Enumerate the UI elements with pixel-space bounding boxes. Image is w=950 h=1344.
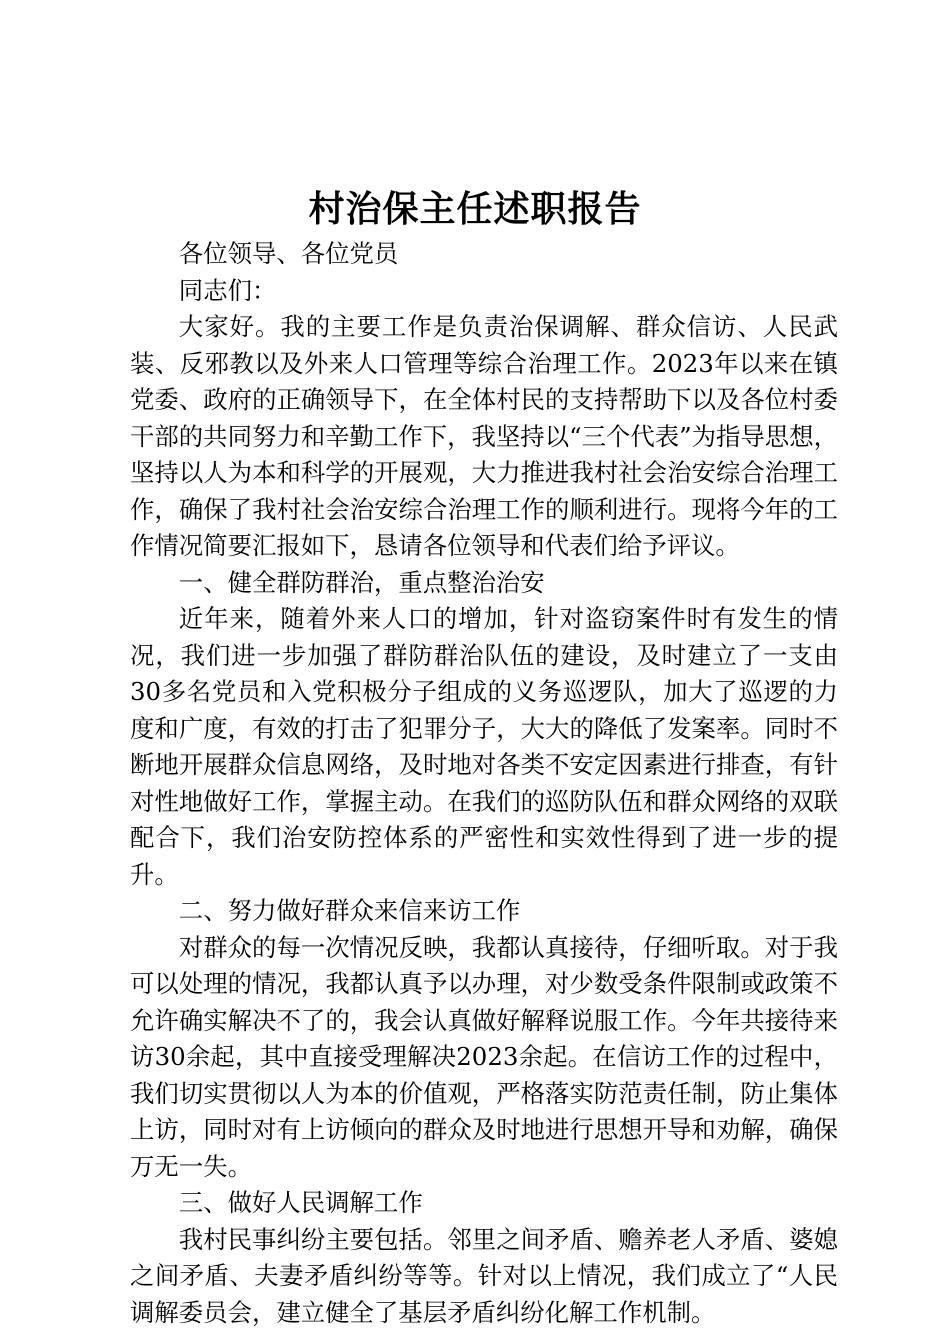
body-paragraph: 近年来，随着外来人口的增加，针对盗窃案件时有发生的情况，我们进一步加强了群防群治队伍的建设，及时建立了一支由30多名党员和入党积极分子组成的义务巡逻队，加大了巡逻的力度和广度，有效的打击了犯罪分子，大大的降低了发案率。同时不断地开展群众信息网络，及时地对各类不安定因素进行排查，有针对性地做好工作，掌握主动。在我们的巡防队伍和群众网络的双联配合下，我们治安防控体系的严密性和实效性得到了进一步的提升。	[130, 604, 838, 889]
salutation-line: 同志们：	[178, 275, 277, 305]
body-paragraph: 我村民事纠纷主要包括。邻里之间矛盾、赡养老人矛盾、婆媳之间矛盾、夫妻矛盾纠纷等等。针对以上情况，我们成立了“人民调解委员会，建立健全了基层矛盾纠纷化解工作机制。	[130, 1224, 838, 1327]
salutation-line: 各位领导、各位党员	[178, 239, 399, 268]
document-body	[130, 236, 838, 1331]
section-heading: 一、健全群防群治，重点整治治安	[178, 567, 545, 597]
document-title: 村治保主任述职报告	[308, 188, 642, 230]
section-heading: 三、做好人民调解工作	[178, 1188, 423, 1217]
section-heading: 二、努力做好群众来信来访工作	[178, 896, 521, 925]
body-paragraph: 大家好。我的主要工作是负责治保调解、群众信访、人民武装、反邪教以及外来人口管理等综合治理工作。2023年以来在镇党委、政府的正确领导下，在全体村民的支持帮助下以及各位村委干部的共同努力和辛勤工作下，我坚持以“三个代表”为指导思想，坚持以人为本和科学的开展观，大力推进我村社会治安综合治理工作，确保了我村社会治安综合治理工作的顺利进行。现将今年的工作情况简要汇报如下，恳请各位领导和代表们给予评议。	[130, 312, 838, 560]
body-paragraph: 对群众的每一次情况反映，我都认真接待，仔细听取。对于我可以处理的情况，我都认真予以办理，对少数受条件限制或政策不允许确实解决不了的，我会认真做好解释说服工作。今年共接待来访30余起，其中直接受理解决2023余起。在信访工作的过程中，我们切实贯彻以人为本的价值观，严格落实防范责任制，防止集体上访，同时对有上访倾向的群众及时地进行思想开导和劝解，确保万无一失。	[130, 932, 838, 1181]
